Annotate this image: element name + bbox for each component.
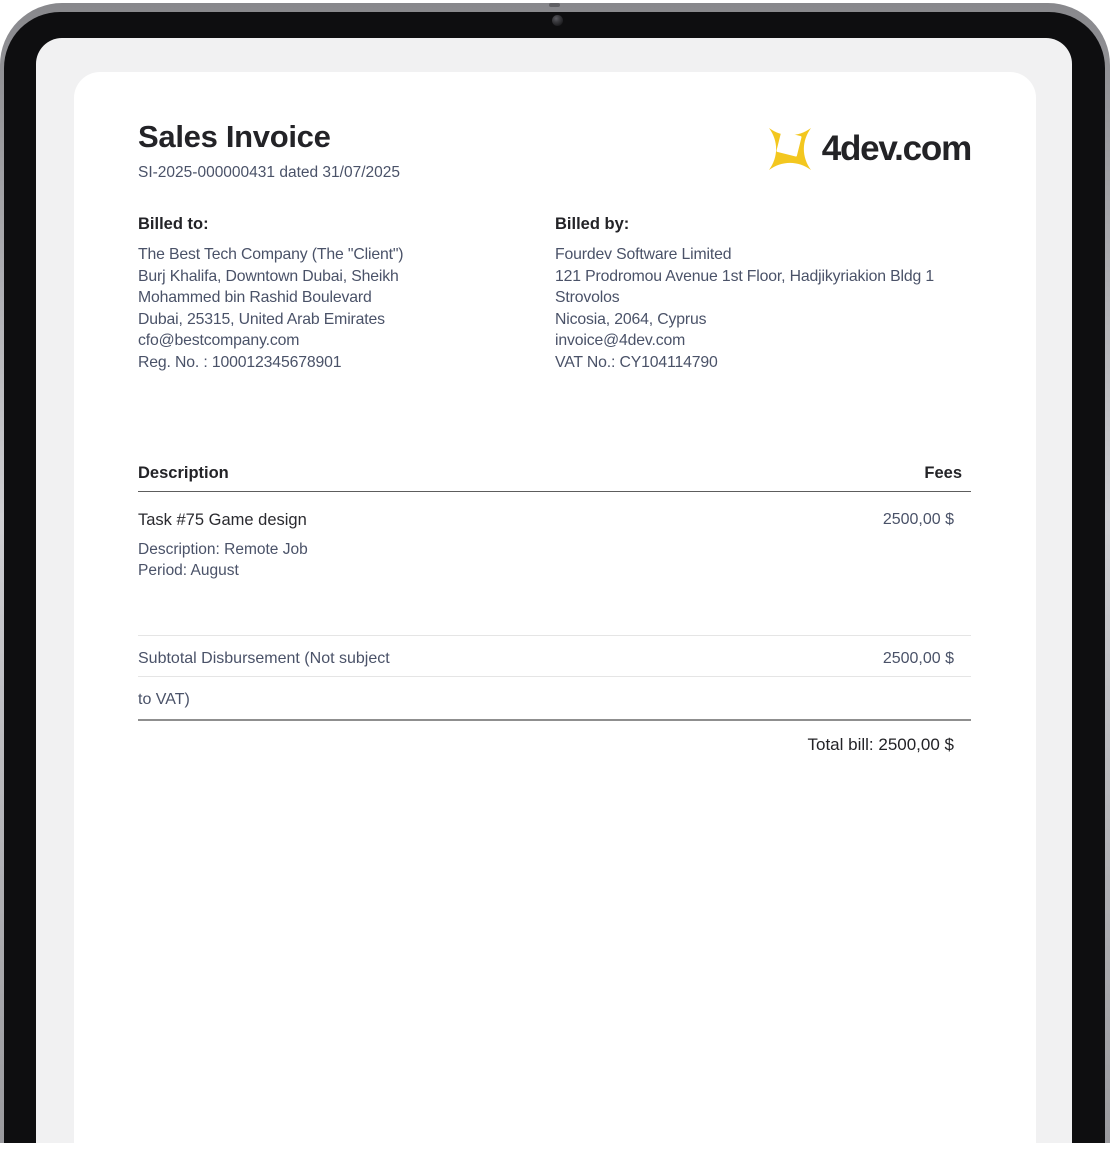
invoice-line-item: [138, 509, 971, 531]
invoice-title: Sales Invoice: [138, 119, 400, 155]
invoice-content: [74, 72, 1036, 756]
table-header-divider: [138, 491, 971, 492]
tablet-frame: [0, 3, 1110, 1143]
description-column-header: Description: [138, 464, 229, 483]
billed-to-address-line: Burj Khalifa, Downtown Dubai, Sheikh: [138, 266, 555, 288]
company-logo: [766, 125, 971, 173]
front-camera-icon: [552, 15, 563, 26]
subtotal-row-continued: [138, 677, 971, 721]
billed-by-address-line: Nicosia, 2064, Cyprus: [555, 309, 971, 331]
title-block: [138, 119, 400, 183]
item-detail-period: Period: August: [138, 560, 971, 582]
billed-by-address-line: Strovolos: [555, 287, 971, 309]
item-details: [138, 539, 971, 582]
billed-by-section: [555, 213, 971, 374]
subtotal-fee: 2500,00 $: [883, 648, 971, 670]
billed-to-section: [138, 213, 555, 374]
total-bill: Total bill: 2500,00 $: [808, 735, 955, 754]
billed-to-company: The Best Tech Company (The "Client"): [138, 244, 555, 266]
invoice-number-date: SI-2025-000000431 dated 31/07/2025: [138, 162, 400, 183]
fees-column-header: Fees: [924, 464, 971, 483]
billing-parties: [138, 213, 971, 374]
item-fee: 2500,00 $: [883, 509, 971, 531]
4dev-star-icon: [766, 125, 814, 173]
tablet-screen: [36, 38, 1072, 1143]
subtotal-label-line2: to VAT): [138, 689, 971, 711]
invoice-header: [138, 119, 971, 183]
logo-text: 4dev.com: [822, 129, 971, 169]
item-detail-description: Description: Remote Job: [138, 539, 971, 561]
billed-to-email: cfo@bestcompany.com: [138, 330, 555, 352]
mic-hole: [549, 3, 560, 7]
billed-by-address-line: 121 Prodromou Avenue 1st Floor, Hadjikyriakion Bldg 1: [555, 266, 971, 288]
billed-to-address-line: Mohammed bin Rashid Boulevard: [138, 287, 555, 309]
billed-by-company: Fourdev Software Limited: [555, 244, 971, 266]
billed-by-email: invoice@4dev.com: [555, 330, 971, 352]
invoice-card: [74, 72, 1036, 1173]
table-header-row: [138, 464, 971, 483]
subtotal-label-line1: Subtotal Disbursement (Not subject: [138, 648, 390, 670]
billed-to-label: Billed to:: [138, 213, 555, 235]
billed-to-reg-no: Reg. No. : 100012345678901: [138, 352, 555, 374]
subtotal-row: [138, 635, 971, 677]
tablet-bezel: [4, 12, 1105, 1143]
billed-to-address-line: Dubai, 25315, United Arab Emirates: [138, 309, 555, 331]
total-row: [138, 721, 971, 756]
item-title: Task #75 Game design: [138, 509, 307, 531]
billed-by-label: Billed by:: [555, 213, 971, 235]
billed-by-vat-no: VAT No.: CY104114790: [555, 352, 971, 374]
